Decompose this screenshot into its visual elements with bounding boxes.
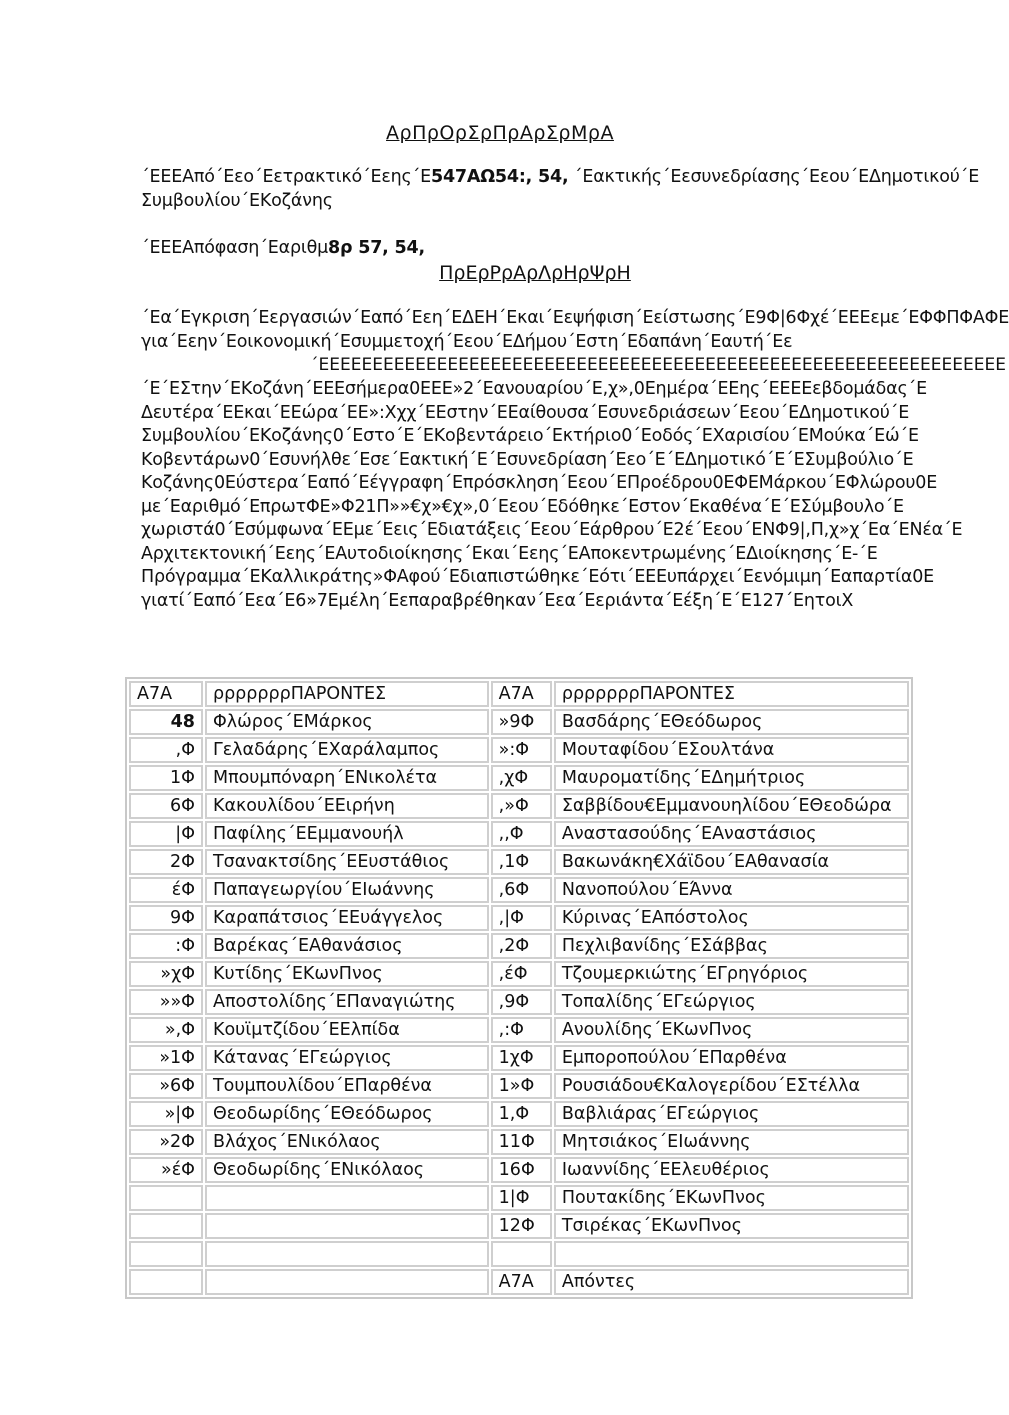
member-name-right: Τσιρέκας´ΕΚωνΠνος: [554, 1213, 909, 1239]
member-name-right: Μητσιάκος´ΕΙωάννης: [554, 1129, 909, 1155]
body-line: Πρόγραμμα´ΕΚαλλικράτης»ΦΑφού´Εδιαπιστώθηκε´Εότι´ΕΕΕυπάρχει´Εενόμιμη´Εαπαρτία0Ε: [141, 567, 935, 587]
member-number-right: ,:Φ: [491, 1017, 552, 1043]
table-row: [129, 1073, 909, 1099]
header-number-right: Α7Α: [491, 681, 552, 707]
member-name-left: Θεοδωρίδης´ΕΝικόλαος: [205, 1157, 489, 1183]
member-number-left: 48: [129, 709, 203, 735]
member-name-left: [205, 1185, 489, 1211]
member-number-left: 6Φ: [129, 793, 203, 819]
member-number-left: »»Φ: [129, 989, 203, 1015]
table-row: [129, 737, 909, 763]
subject-heading: ΠρΕρΡρΑρΛρΗρΨρΗ: [439, 262, 631, 284]
subject-underline-rule: ´ΕΕΕΕΕΕΕΕΕΕΕΕΕΕΕΕΕΕΕΕΕΕΕΕΕΕΕΕΕΕΕΕΕΕΕΕΕΕΕΕΕΕΕΕΕΕΕΕΕΕΕΕΕΕΕΕΕΕΕΕΕΕΕΕ: [310, 355, 1006, 375]
member-number-right: »9Φ: [491, 709, 552, 735]
member-number-left: »έΦ: [129, 1157, 203, 1183]
body-line: Κοβεντάρων0´Εσυνήλθε´Εσε´Εακτική´Ε´Εσυνεδρίαση´Εεο´Ε´ΕΔημοτικό´Ε´ΕΣυμβούλιο´Ε: [141, 449, 914, 470]
table-row: [129, 793, 909, 819]
member-number-right: ,»Φ: [491, 793, 552, 819]
member-number-right: 16Φ: [491, 1157, 552, 1183]
member-name-left: Τσανακτσίδης´ΕΕυστάθιος: [205, 849, 489, 875]
member-name-left: Κάτανας´ΕΓεώργιος: [205, 1045, 489, 1071]
member-number-left: »,Φ: [129, 1017, 203, 1043]
member-number-left: :Φ: [129, 933, 203, 959]
extract-line-2: Συμβουλίου´ΕΚοζάνης: [141, 190, 333, 211]
member-name-right: Πουτακίδης´ΕΚωνΠνος: [554, 1185, 909, 1211]
member-name-right: Εμποροπούλου´ΕΠαρθένα: [554, 1045, 909, 1071]
member-number-right: 11Φ: [491, 1129, 552, 1155]
member-name-left: Μπουμπόναρη´ΕΝικολέτα: [205, 765, 489, 791]
member-name-right: Τοπαλίδης´ΕΓεώργιος: [554, 989, 909, 1015]
member-number-right: ,,Φ: [491, 821, 552, 847]
member-name-left: Γελαδάρης´ΕΧαράλαμπος: [205, 737, 489, 763]
member-number-left: ,Φ: [129, 737, 203, 763]
member-number-left: 1Φ: [129, 765, 203, 791]
member-name-right: Μαυροματίδης´ΕΔημήτριος: [554, 765, 909, 791]
table-row: [129, 709, 909, 735]
member-name-left: Φλώρος´ΕΜάρκος: [205, 709, 489, 735]
member-name-right: Κύρινας´ΕΑπόστολος: [554, 905, 909, 931]
member-name-right: Ρουσιάδου€Καλογερίδου´ΕΣτέλλα: [554, 1073, 909, 1099]
member-number-right: 12Φ: [491, 1213, 552, 1239]
body-line: Αρχιτεκτονική´Εεης´ΕΑυτοδιοίκησης´Εκαι´Εεης´ΕΑποκεντρωμένης´ΕΔιοίκησης´Ε-´Ε: [141, 543, 878, 564]
member-number-right: Α7Α: [491, 1269, 552, 1295]
header-present-right: ρρρρρρρΠΑΡΟΝΤΕΣ: [554, 681, 909, 707]
member-number-right: [491, 1241, 552, 1267]
member-name-right: Μουταφίδου´ΕΣουλτάνα: [554, 737, 909, 763]
extract-line-1: ´ΕΕΕΑπό´Εεο´Εετρακτικό´Εεης´Ε547ΑΩ54:, 54, ´Εακτικής´Εεσυνεδρίασης´Εεου´ΕΔημοτικού´Ε: [141, 167, 980, 187]
member-name-right: Βασδάρης´ΕΘεόδωρος: [554, 709, 909, 735]
member-number-right: 1χΦ: [491, 1045, 552, 1071]
member-name-right: Τζουμερκιώτης´ΕΓρηγόριος: [554, 961, 909, 987]
minutes-number: 547ΑΩ54:, 54,: [430, 167, 569, 187]
table-row: [129, 877, 909, 903]
member-name-left: [205, 1269, 489, 1295]
member-number-left: [129, 1185, 203, 1211]
table-row: [129, 905, 909, 931]
table-row: [129, 1213, 909, 1239]
table-row: [129, 961, 909, 987]
table-row: [129, 933, 909, 959]
document-title: ΑρΠρΟρΣρΠρΑρΣρΜρΑ: [386, 122, 614, 144]
member-name-right: Ιωαννίδης´ΕΕλευθέριος: [554, 1157, 909, 1183]
member-number-left: »|Φ: [129, 1101, 203, 1127]
member-number-left: |Φ: [129, 821, 203, 847]
table-row: [129, 989, 909, 1015]
body-line: με´Εαριθμό´ΕπρωτΦΕ»Φ21Π»»€χ»€χ»,0´Εεου´Εδόθηκε´Εστον´Εκαθένα´Ε´ΕΣύμβουλο´Ε: [141, 496, 904, 517]
body-line: ´Ε´ΕΣτην´ΕΚοζάνη´ΕΕΕσήμερα0ΕΕΕ»2´Εανουαρίου´Ε,χ»,0Εημέρα´ΕΕης´ΕΕΕΕεβδομάδας´Ε: [141, 379, 927, 399]
member-number-left: 9Φ: [129, 905, 203, 931]
member-name-right: Αναστασούδης´ΕΑναστάσιος: [554, 821, 909, 847]
member-name-right: Βακωνάκη€Χάϊδου´ΕΑθανασία: [554, 849, 909, 875]
member-number-right: ,1Φ: [491, 849, 552, 875]
member-number-right: ,2Φ: [491, 933, 552, 959]
member-number-left: [129, 1241, 203, 1267]
extract-paragraph: [141, 166, 980, 213]
table-row: [129, 1129, 909, 1155]
member-number-left: »2Φ: [129, 1129, 203, 1155]
table-row: [129, 1101, 909, 1127]
member-name-right: Ανουλίδης´ΕΚωνΠνος: [554, 1017, 909, 1043]
table-row: [129, 1017, 909, 1043]
subject-paragraph: [141, 307, 1009, 354]
decision-number: 8ρ 57, 54,: [328, 238, 425, 258]
member-name-left: Βλάχος´ΕΝικόλαος: [205, 1129, 489, 1155]
member-number-right: ,|Φ: [491, 905, 552, 931]
member-number-right: ,χΦ: [491, 765, 552, 791]
member-name-left: Τουμπουλίδου´ΕΠαρθένα: [205, 1073, 489, 1099]
member-number-left: 2Φ: [129, 849, 203, 875]
body-line: χωριστά0´Εσύμφωνα´ΕΕμε´Εεις´Εδιατάξεις´Εεου´Εάρθρου´Ε2έ´Εεου´ΕΝΦ9|,Π,χ»χ´Εα´ΕΝέα´Ε: [141, 520, 963, 540]
member-number-left: »χΦ: [129, 961, 203, 987]
body-line: γιατί´Εαπό´Εεα´Ε6»7Εμέλη´Εεπαραβρέθηκαν´Εεα´Εεριάντα´Εέξη´Ε´Ε127´ΕητοιΧ: [141, 590, 854, 611]
subject-line-1: ´Εα´Εγκριση´Εεργασιών´Εαπό´Εεη´ΕΔΕΗ´Εκαι´Εεψήφιση´Εείστωσης´Ε9Φ|6Φχέ´ΕΕΕεμε´ΕΦΦΠΦΑΦΕ: [141, 308, 1009, 328]
member-name-left: Αποστολίδης´ΕΠαναγιώτης: [205, 989, 489, 1015]
table-row: [129, 821, 909, 847]
member-name-left: Παπαγεωργίου´ΕΙωάννης: [205, 877, 489, 903]
member-name-left: Θεοδωρίδης´ΕΘεόδωρος: [205, 1101, 489, 1127]
table-header-row: [129, 681, 909, 707]
body-line: Συμβουλίου´ΕΚοζάνης0´Εστο´Ε´ΕΚοβεντάρειο´Εκτήριο0´Εοδός´ΕΧαρισίου´ΕΜούκα´Εώ´Ε: [141, 426, 919, 446]
table-row: [129, 765, 909, 791]
member-name-left: [205, 1213, 489, 1239]
member-name-left: Κουϊμτζίδου´ΕΕλπίδα: [205, 1017, 489, 1043]
body-line: Δευτέρα´ΕΕκαι´ΕΕώρα´ΕΕ»:Χχχ´ΕΕστην´ΕΕαίθουσα´Εσυνεδριάσεων´Εεου´ΕΔημοτικού´Ε: [141, 402, 910, 423]
member-number-right: »:Φ: [491, 737, 552, 763]
member-name-left: Κακουλίδου´ΕΕιρήνη: [205, 793, 489, 819]
header-number-left: Α7Α: [129, 681, 203, 707]
member-number-left: έΦ: [129, 877, 203, 903]
member-number-right: 1|Φ: [491, 1185, 552, 1211]
member-name-right: Σαββίδου€Εμμανουηλίδου´ΕΘεοδώρα: [554, 793, 909, 819]
body-line: Κοζάνης0Εύστερα´Εαπό´Εέγγραφη´Επρόσκληση´Εεου´ΕΠροέδρου0ΕΦΕΜάρκου´ΕΦλώρου0Ε: [141, 473, 938, 493]
member-number-left: [129, 1269, 203, 1295]
member-number-right: 1,Φ: [491, 1101, 552, 1127]
table-row: [129, 1157, 909, 1183]
member-name-left: Βαρέκας´ΕΑθανάσιος: [205, 933, 489, 959]
attendance-table: [125, 677, 913, 1299]
member-name-right: Πεχλιβανίδης´ΕΣάββας: [554, 933, 909, 959]
member-name-left: [205, 1241, 489, 1267]
table-row: [129, 1185, 909, 1211]
member-number-right: 1»Φ: [491, 1073, 552, 1099]
header-present-left: ρρρρρρρΠΑΡΟΝΤΕΣ: [205, 681, 489, 707]
member-number-right: ,9Φ: [491, 989, 552, 1015]
member-name-right: Βαβλιάρας´ΕΓεώργιος: [554, 1101, 909, 1127]
table-row: [129, 1045, 909, 1071]
member-number-left: [129, 1213, 203, 1239]
member-number-left: »6Φ: [129, 1073, 203, 1099]
member-number-right: ,έΦ: [491, 961, 552, 987]
subject-line-2: για´Εεην´Εοικονομική´Εσυμμετοχή´Εεου´ΕΔήμου´Εστη´Εδαπάνη´Εαυτή´Εε: [141, 331, 793, 352]
member-name-right: Νανοπούλου´ΕΆννα: [554, 877, 909, 903]
member-name-left: Παφίλης´ΕΕμμανουήλ: [205, 821, 489, 847]
member-name-left: Κυτίδης´ΕΚωνΠνος: [205, 961, 489, 987]
member-name-right: Απόντες: [554, 1269, 909, 1295]
table-row: [129, 1269, 909, 1295]
member-number-left: »1Φ: [129, 1045, 203, 1071]
decision-line: ´ΕΕΕΑπόφαση´Εαριθμ8ρ 57, 54,: [141, 238, 425, 258]
member-name-left: Καραπάτσιος´ΕΕυάγγελος: [205, 905, 489, 931]
member-name-right: [554, 1241, 909, 1267]
table-row: [129, 1241, 909, 1267]
table-row: [129, 849, 909, 875]
body-paragraph: [141, 378, 963, 613]
member-number-right: ,6Φ: [491, 877, 552, 903]
